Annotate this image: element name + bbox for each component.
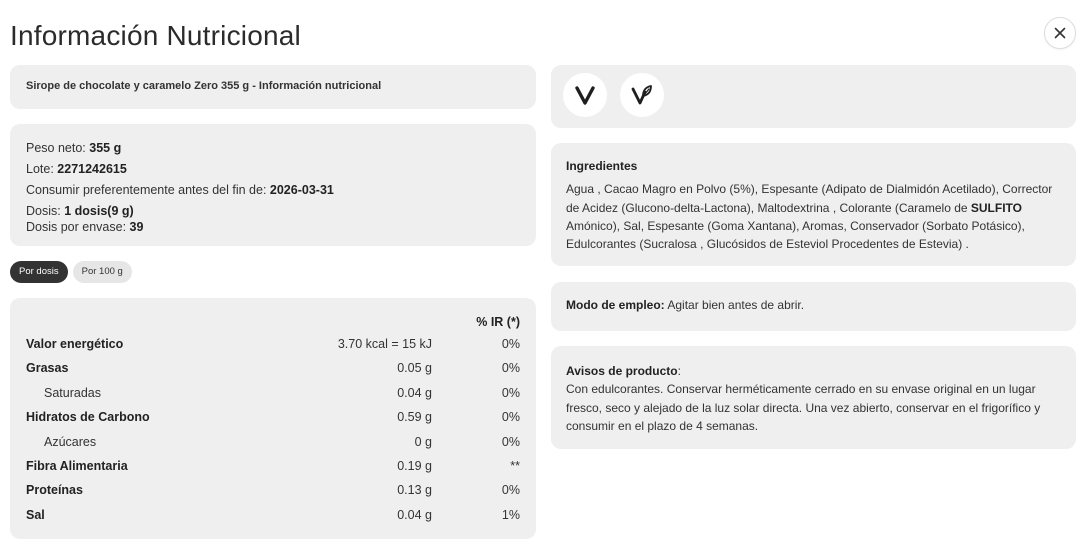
ingredients-text-start: Agua , Cacao Magro en Polvo (5%), Espesante (Adipato de Dialmidón Acetilado), Corrector de Acidez (Glucono-delta-Lactona), Maltodextrina , Colorante (Caramelo de bbox=[566, 182, 1053, 215]
nutrition-basis-tabs bbox=[10, 261, 132, 283]
ingredients-text-end: Amónico), Sal, Espesante (Goma Xantana), Aromas, Conservador (Sorbato Potásico), Edulcorantes (Sucralosa , Glucósidos de Esteviol Procedentes de Estevia) . bbox=[566, 218, 1025, 252]
tab-per-100g[interactable]: Por 100 g bbox=[73, 261, 132, 283]
nutrition-table bbox=[10, 298, 536, 539]
best-before-value: 2026-03-31 bbox=[269, 183, 334, 197]
table-row bbox=[26, 334, 520, 354]
nutrient-name: Fibra Alimentaria bbox=[26, 459, 128, 473]
nutrient-name: Hidratos de Carbono bbox=[26, 410, 150, 424]
warnings-colon: : bbox=[677, 364, 681, 378]
dose-value: 1 dosis(9 g) bbox=[64, 204, 134, 218]
table-row bbox=[26, 480, 520, 500]
ingredients-card bbox=[551, 143, 1076, 266]
usage-label: Modo de empleo: bbox=[566, 298, 665, 312]
nutrient-ir: ** bbox=[510, 459, 520, 473]
best-before-row bbox=[26, 180, 520, 201]
nutrient-value: 0 g bbox=[414, 435, 432, 449]
nutrient-value: 0.04 g bbox=[397, 508, 432, 522]
nutrient-ir: 0% bbox=[501, 483, 520, 497]
dose-row bbox=[26, 203, 520, 220]
vegetarian-badge bbox=[563, 73, 607, 117]
product-info-card bbox=[10, 124, 536, 246]
modal-title: Información Nutricional bbox=[10, 20, 301, 51]
warnings-text: Con edulcorantes. Conservar herméticamente cerrado en su envase original en un lugar fresco, seco y alejado de la luz solar directa. Una vez abierto, conservar en el frigorífico y consumir en el plazo de 4 semanas. bbox=[566, 382, 1041, 433]
allergen-highlight: SULFITO bbox=[970, 200, 1023, 215]
ingredients-text bbox=[566, 180, 1061, 253]
nutrient-name: Azúcares bbox=[44, 435, 97, 449]
net-weight-row bbox=[26, 138, 520, 159]
nutrient-name: Grasas bbox=[26, 361, 69, 375]
nutrient-ir: 0% bbox=[501, 410, 520, 424]
table-row bbox=[26, 505, 520, 525]
product-name-card bbox=[10, 65, 536, 109]
nutrient-value: 3.70 kcal = 15 kJ bbox=[337, 337, 432, 351]
ir-column-header: % IR (*) bbox=[476, 315, 520, 329]
nutrient-value: 0.04 g bbox=[397, 386, 432, 400]
nutrient-name: Sal bbox=[26, 508, 45, 522]
table-row bbox=[26, 407, 520, 427]
lot-value: 2271242615 bbox=[57, 162, 127, 176]
doses-per-pack-row bbox=[26, 220, 520, 234]
usage-text: Agitar bien antes de abrir. bbox=[664, 298, 805, 312]
nutrient-value: 0.19 g bbox=[397, 459, 432, 473]
nutrient-ir: 0% bbox=[501, 386, 520, 400]
vegan-badge bbox=[620, 73, 664, 117]
nutrient-value: 0.05 g bbox=[397, 361, 432, 375]
nutrient-ir: 0% bbox=[501, 337, 520, 351]
nutrient-value: 0.13 g bbox=[397, 483, 432, 497]
nutrient-ir: 0% bbox=[501, 435, 520, 449]
table-row bbox=[26, 358, 520, 378]
vegetarian-v-icon bbox=[572, 82, 598, 108]
net-weight-value: 355 g bbox=[89, 141, 122, 155]
doses-per-pack-value: 39 bbox=[129, 220, 144, 234]
table-row bbox=[26, 383, 520, 403]
tab-per-dose[interactable]: Por dosis bbox=[10, 261, 68, 283]
doses-per-pack-label: Dosis por envase: bbox=[26, 220, 127, 234]
net-weight-label: Peso neto: bbox=[26, 141, 86, 155]
product-warnings-card bbox=[551, 346, 1076, 449]
table-row bbox=[26, 432, 520, 452]
close-icon bbox=[1054, 27, 1066, 39]
usage-card bbox=[551, 282, 1076, 331]
lot-row bbox=[26, 159, 520, 180]
table-row bbox=[26, 456, 520, 476]
table-header bbox=[26, 312, 520, 332]
nutrient-value: 0.59 g bbox=[397, 410, 432, 424]
nutrient-name: Proteínas bbox=[26, 483, 83, 497]
nutrient-ir: 0% bbox=[501, 361, 520, 375]
nutrient-name: Valor energético bbox=[26, 337, 124, 351]
vegan-leaf-v-icon bbox=[629, 82, 655, 108]
dose-label: Dosis: bbox=[26, 204, 61, 218]
lot-label: Lote: bbox=[26, 162, 54, 176]
close-button[interactable] bbox=[1044, 17, 1076, 49]
warnings-label: Avisos de producto bbox=[566, 364, 678, 378]
ingredients-label: Ingredientes bbox=[566, 159, 638, 173]
nutrient-name: Saturadas bbox=[44, 386, 101, 400]
nutrient-ir: 1% bbox=[501, 508, 520, 522]
diet-badges-card bbox=[551, 65, 1076, 128]
best-before-label: Consumir preferentemente antes del fin de: bbox=[26, 183, 267, 197]
product-name: Sirope de chocolate y caramelo Zero 355 g - Información nutricional bbox=[26, 80, 382, 92]
